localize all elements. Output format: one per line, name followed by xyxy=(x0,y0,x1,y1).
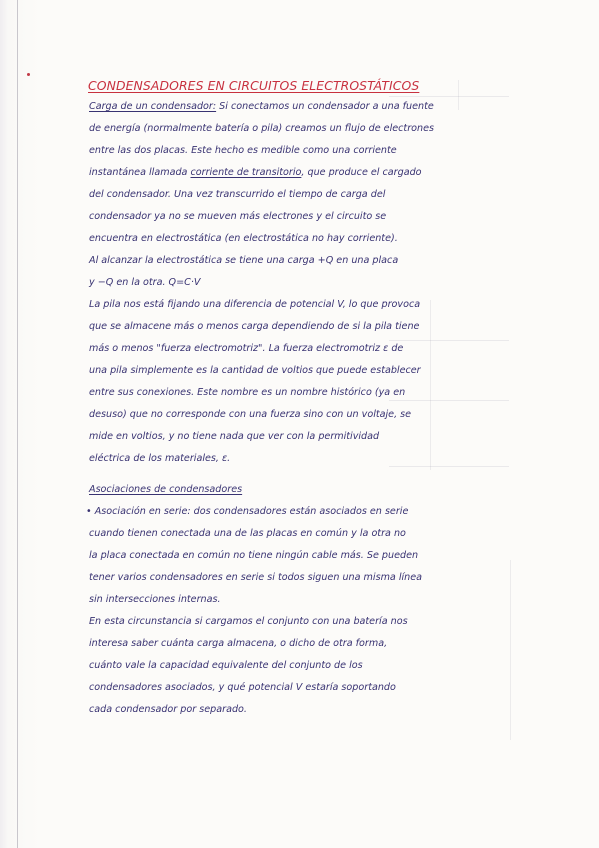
text-line: condensador ya no se mueven más electrones y el circuito se xyxy=(89,211,387,222)
text-line: del condensador. Una vez transcurrido el tiempo de carga del xyxy=(89,189,386,200)
text-line: cada condensador por separado. xyxy=(89,704,247,715)
ink-mark xyxy=(27,73,30,76)
text-line: entre las dos placas. Este hecho es medible como una corriente xyxy=(89,145,397,156)
section-heading: Asociaciones de condensadores xyxy=(89,484,243,495)
bleed-through-line xyxy=(389,96,509,97)
text-line: de energía (normalmente batería o pila) creamos un flujo de electrones xyxy=(89,123,434,134)
text-line: Al alcanzar la electrostática se tiene una carga +Q en una placa xyxy=(89,255,399,266)
page-margin-line xyxy=(17,0,18,848)
bleed-through-line xyxy=(458,80,459,110)
text-line: interesa saber cuánta carga almacena, o dicho de otra forma, xyxy=(89,638,388,649)
text-line: una pila simplemente es la cantidad de voltios que puede establecer xyxy=(89,365,421,376)
text-line: que se almacene más o menos carga dependiendo de si la pila tiene xyxy=(89,321,420,332)
bleed-through-line xyxy=(510,560,511,740)
text-line: desuso) que no corresponde con una fuerza sino con un voltaje, se xyxy=(89,409,412,420)
text-line: encuentra en electrostática (en electrostática no hay corriente). xyxy=(89,233,398,244)
bleed-through-line xyxy=(389,400,509,401)
text-line: condensadores asociados, y qué potencial V estaría soportando xyxy=(89,682,396,693)
text-line: En esta circunstancia si cargamos el conjunto con una batería nos xyxy=(89,616,408,627)
section-heading: Carga de un condensador: xyxy=(89,101,217,112)
text-line: la placa conectada en común no tiene ningún cable más. Se pueden xyxy=(89,550,419,561)
text-line: sin intersecciones internas. xyxy=(89,594,221,605)
key-term: corriente de transitorio xyxy=(190,167,302,178)
text-line: cuánto vale la capacidad equivalente del conjunto de los xyxy=(89,660,363,671)
text-line: La pila nos está fijando una diferencia de potencial V, lo que provoca xyxy=(89,299,421,310)
text-line: mide en voltios, y no tiene nada que ver con la permitividad xyxy=(89,431,380,442)
page-title: CONDENSADORES EN CIRCUITOS ELECTROSTÁTICOS xyxy=(88,78,420,93)
text-line: instantánea llamada corriente de transitorio, que produce el cargado xyxy=(89,167,422,178)
bleed-through-line xyxy=(389,466,509,467)
bleed-through-line xyxy=(389,340,509,341)
text-line: Carga de un condensador: Si conectamos un condensador a una fuente xyxy=(89,101,434,112)
text-line: entre sus conexiones. Este nombre es un nombre histórico (ya en xyxy=(89,387,406,398)
text-line: cuando tienen conectada una de las placas en común y la otra no xyxy=(89,528,406,539)
text-line: eléctrica de los materiales, ε. xyxy=(89,453,231,464)
text-line: más o menos "fuerza electromotriz". La fuerza electromotriz ε de xyxy=(89,343,404,354)
text-line: • Asociación en serie: dos condensadores están asociados en serie xyxy=(86,506,409,517)
bleed-through-line xyxy=(430,300,431,470)
text-line: y −Q en la otra. Q=C·V xyxy=(89,277,201,288)
text-line: tener varios condensadores en serie si todos siguen una misma línea xyxy=(89,572,423,583)
